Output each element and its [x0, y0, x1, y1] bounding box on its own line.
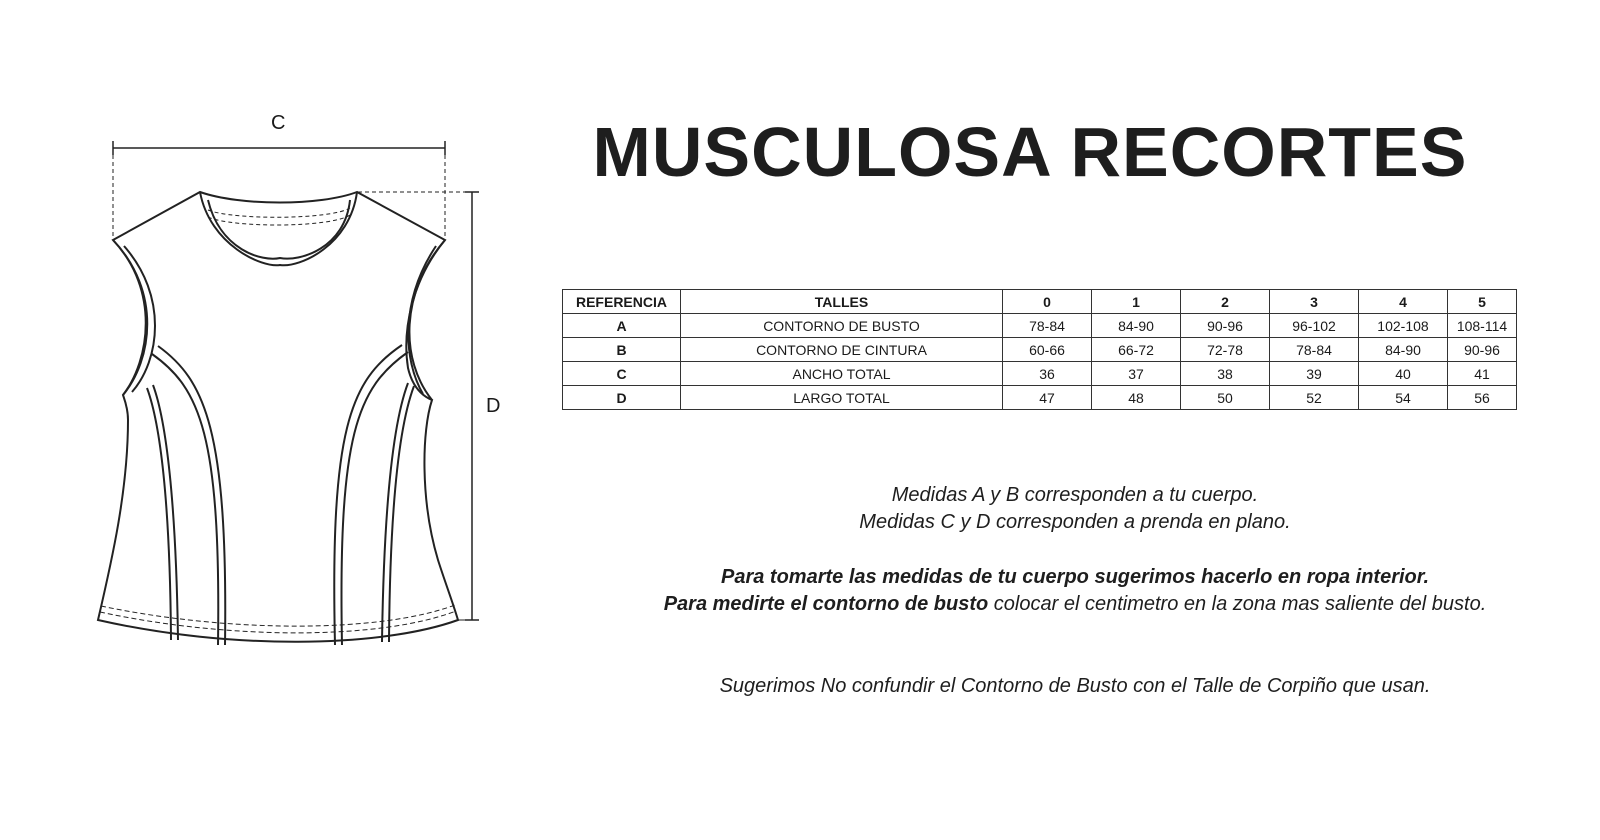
- table-row: [563, 386, 1517, 410]
- ref-cell: C: [563, 362, 681, 386]
- header-cell: 2: [1181, 290, 1270, 314]
- value-cell: 47: [1003, 386, 1092, 410]
- note-line: Medidas C y D corresponden a prenda en plano.: [859, 511, 1291, 533]
- value-cell: 56: [1448, 386, 1517, 410]
- note-line: Medidas A y B corresponden a tu cuerpo.: [891, 484, 1259, 506]
- garment-diagram: [80, 100, 520, 660]
- note-line: Sugerimos No confundir el Contorno de Busto con el Talle de Corpiño que usan.: [719, 675, 1431, 697]
- size-table: [562, 289, 1517, 410]
- header-cell: 0: [1003, 290, 1092, 314]
- value-cell: 78-84: [1270, 338, 1359, 362]
- length-label: D: [486, 395, 501, 417]
- note-line: [620, 591, 1530, 618]
- value-cell: 41: [1448, 362, 1517, 386]
- measurement-notes: [620, 482, 1530, 536]
- measure-name-cell: CONTORNO DE BUSTO: [681, 314, 1003, 338]
- value-cell: 40: [1359, 362, 1448, 386]
- value-cell: 52: [1270, 386, 1359, 410]
- header-cell: 3: [1270, 290, 1359, 314]
- header-cell: 4: [1359, 290, 1448, 314]
- measure-name-cell: CONTORNO DE CINTURA: [681, 338, 1003, 362]
- header-cell: 1: [1092, 290, 1181, 314]
- value-cell: 84-90: [1092, 314, 1181, 338]
- header-cell: 5: [1448, 290, 1517, 314]
- value-cell: 37: [1092, 362, 1181, 386]
- value-cell: 90-96: [1448, 338, 1517, 362]
- value-cell: 60-66: [1003, 338, 1092, 362]
- size-warning: [620, 673, 1530, 700]
- width-label: C: [271, 112, 286, 134]
- note-emphasis: Para medirte el contorno de busto: [663, 593, 989, 615]
- value-cell: 39: [1270, 362, 1359, 386]
- ref-cell: D: [563, 386, 681, 410]
- value-cell: 66-72: [1092, 338, 1181, 362]
- value-cell: 90-96: [1181, 314, 1270, 338]
- measure-name-cell: ANCHO TOTAL: [681, 362, 1003, 386]
- measure-name-cell: LARGO TOTAL: [681, 386, 1003, 410]
- value-cell: 96-102: [1270, 314, 1359, 338]
- value-cell: 38: [1181, 362, 1270, 386]
- header-cell: REFERENCIA: [563, 290, 681, 314]
- value-cell: 78-84: [1003, 314, 1092, 338]
- table-row: [563, 314, 1517, 338]
- value-cell: 36: [1003, 362, 1092, 386]
- table-row: [563, 338, 1517, 362]
- value-cell: 72-78: [1181, 338, 1270, 362]
- value-cell: 84-90: [1359, 338, 1448, 362]
- note-line: Para tomarte las medidas de tu cuerpo sugerimos hacerlo en ropa interior.: [721, 566, 1429, 588]
- note-text: colocar el centimetro en la zona mas saliente del busto.: [988, 593, 1487, 615]
- table-header-row: [563, 290, 1517, 314]
- ref-cell: B: [563, 338, 681, 362]
- value-cell: 48: [1092, 386, 1181, 410]
- value-cell: 108-114: [1448, 314, 1517, 338]
- value-cell: 54: [1359, 386, 1448, 410]
- ref-cell: A: [563, 314, 681, 338]
- table-row: [563, 362, 1517, 386]
- value-cell: 50: [1181, 386, 1270, 410]
- measuring-tips: [620, 564, 1530, 618]
- page-title: MUSCULOSA RECORTES: [592, 113, 1468, 191]
- garment-outline: [98, 192, 458, 642]
- header-cell: TALLES: [681, 290, 1003, 314]
- value-cell: 102-108: [1359, 314, 1448, 338]
